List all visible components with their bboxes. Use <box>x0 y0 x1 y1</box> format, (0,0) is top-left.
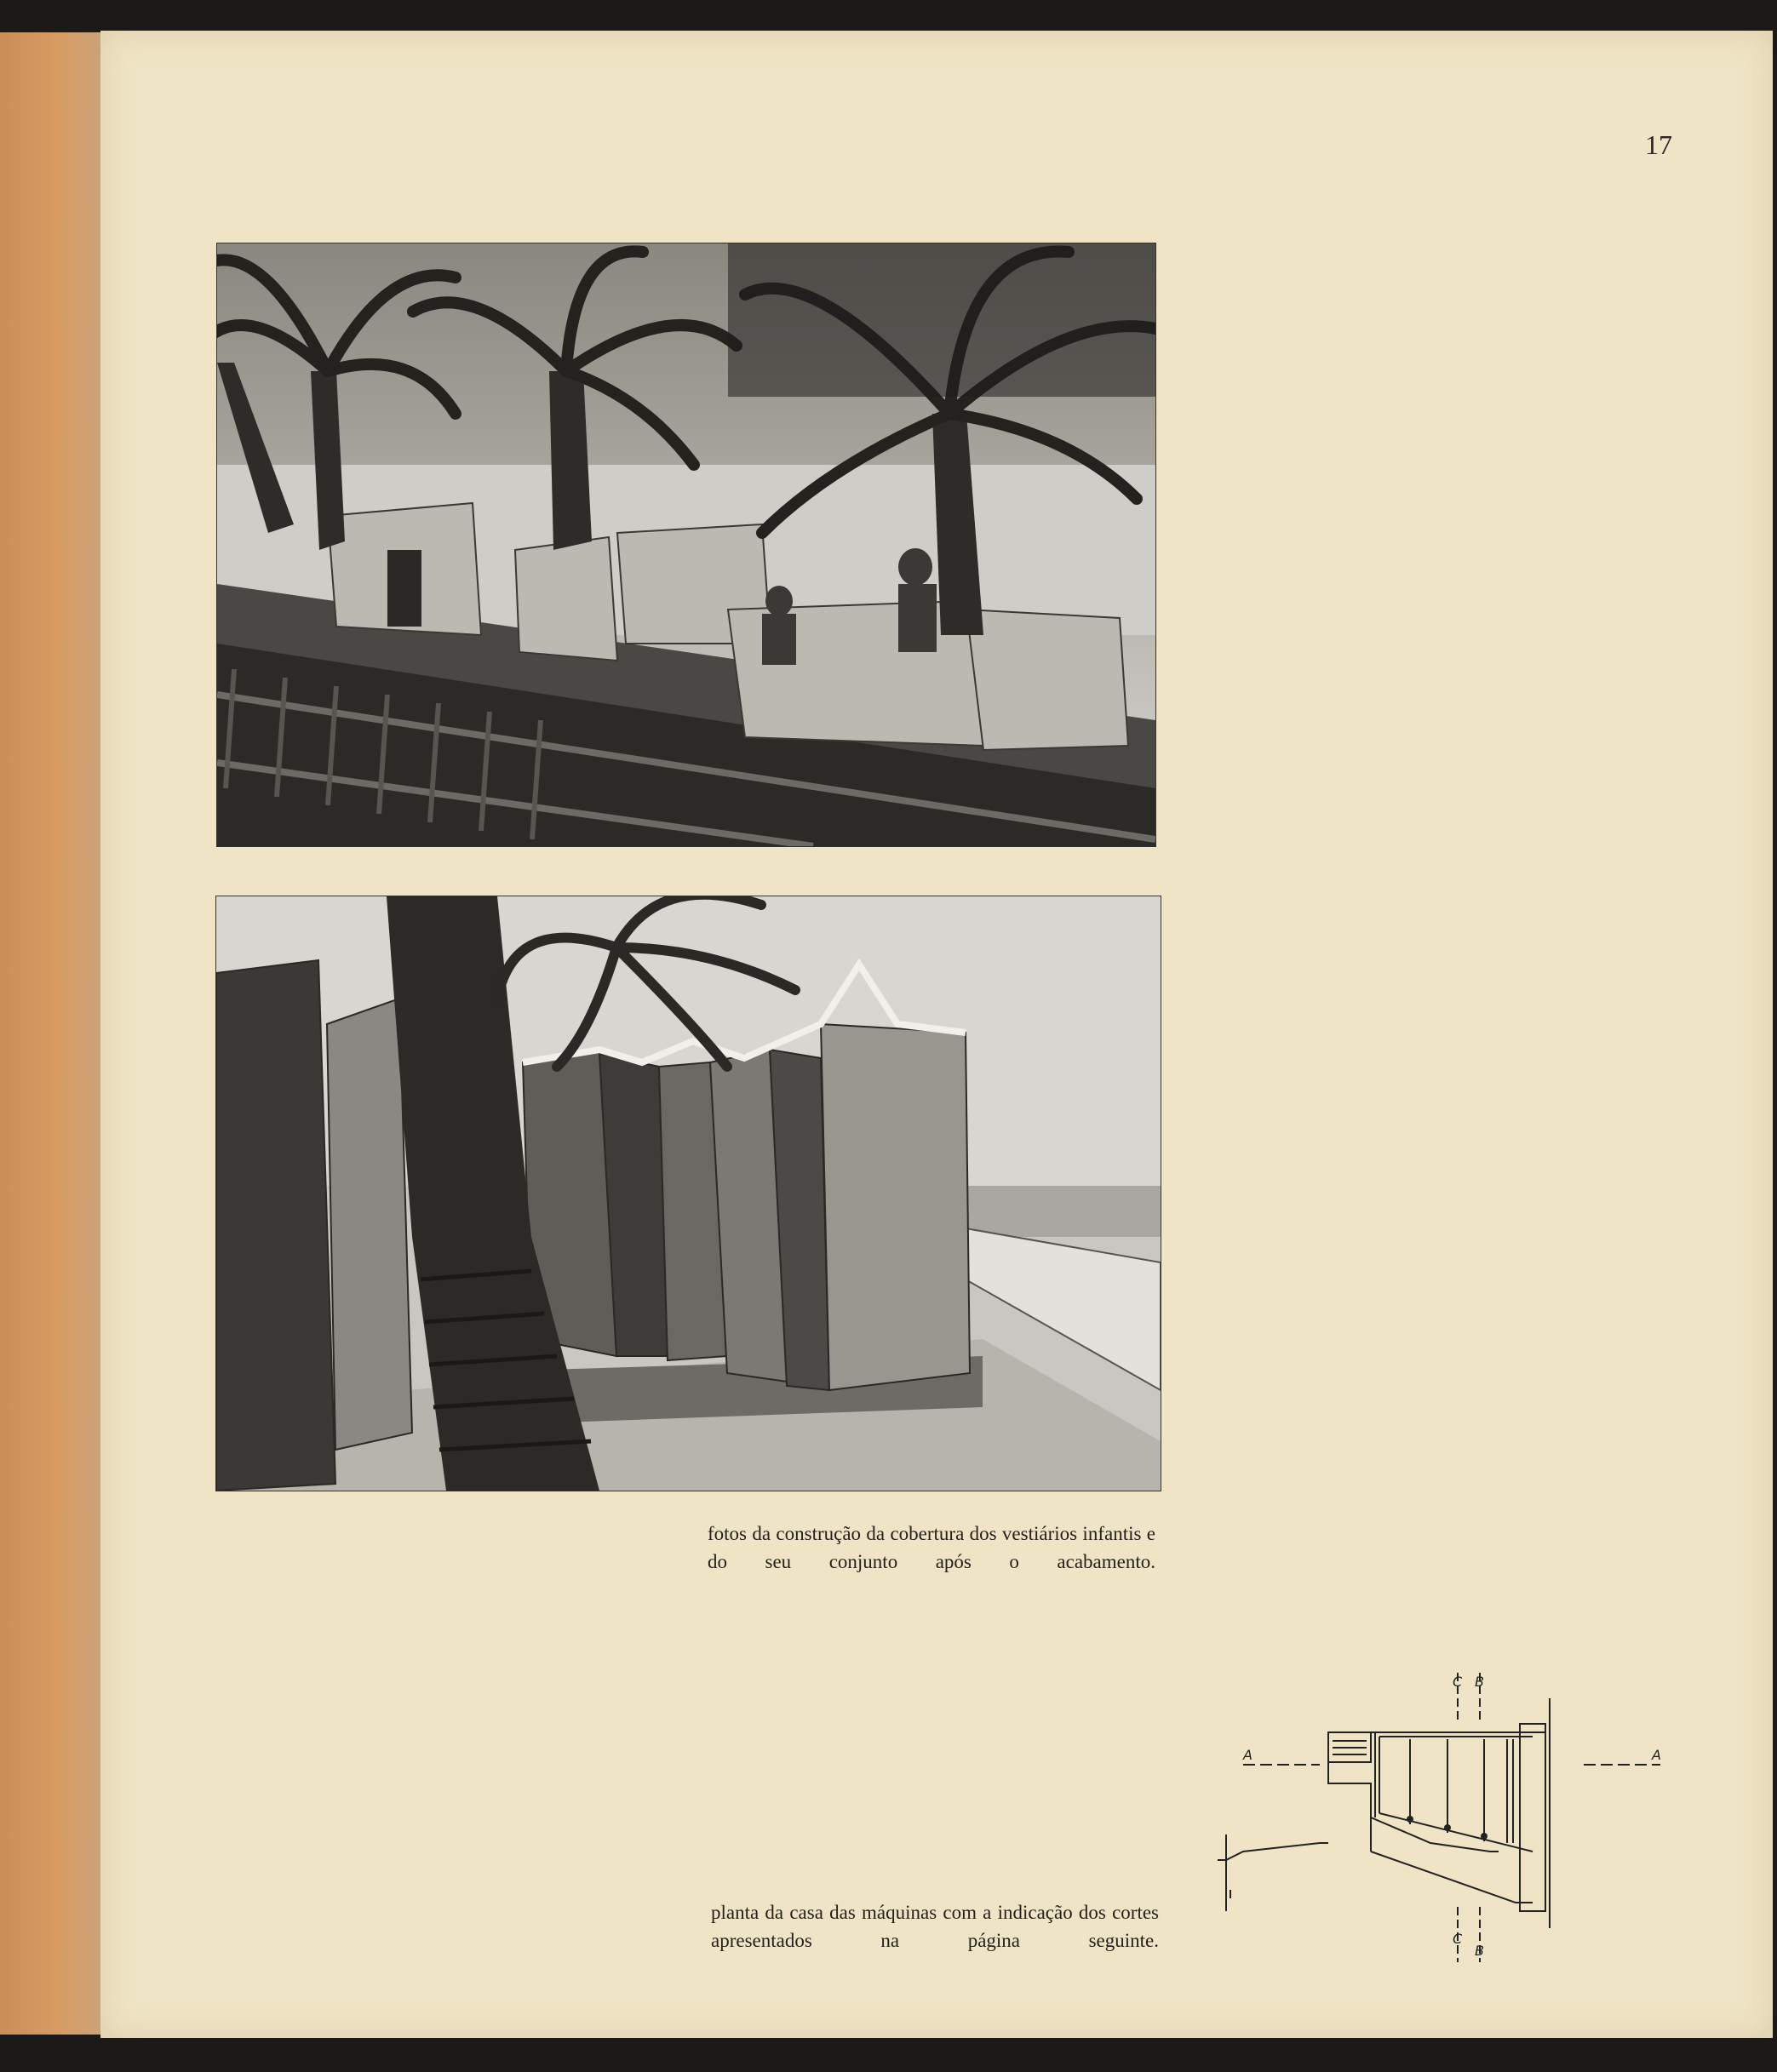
machine-house-plan <box>1218 1673 1677 1966</box>
photos-caption: fotos da construção da cobertura dos vestiários infantis e do seu conjunto após o acabamento. <box>708 1523 1155 1572</box>
construction-photo-image <box>217 243 1155 846</box>
page-number: 17 <box>1645 129 1672 160</box>
finished-changing-rooms-photo <box>215 896 1161 1491</box>
section-mark-c-top: C <box>1453 1674 1463 1690</box>
plan-caption: planta da casa das máquinas com a indicação dos cortes apresentados na página seguinte. <box>711 1902 1159 1951</box>
construction-photo <box>216 243 1156 847</box>
section-mark-c-bottom: C <box>1453 1931 1463 1947</box>
binding-edge <box>0 32 104 2035</box>
machine-house-plan-drawing <box>1218 1673 1677 1966</box>
finished-changing-rooms-image <box>216 896 1161 1491</box>
section-mark-a-left: A <box>1243 1747 1252 1763</box>
section-mark-b-bottom: B <box>1475 1943 1484 1959</box>
section-mark-a-right: A <box>1652 1747 1661 1763</box>
section-mark-b-top: B <box>1475 1674 1484 1690</box>
